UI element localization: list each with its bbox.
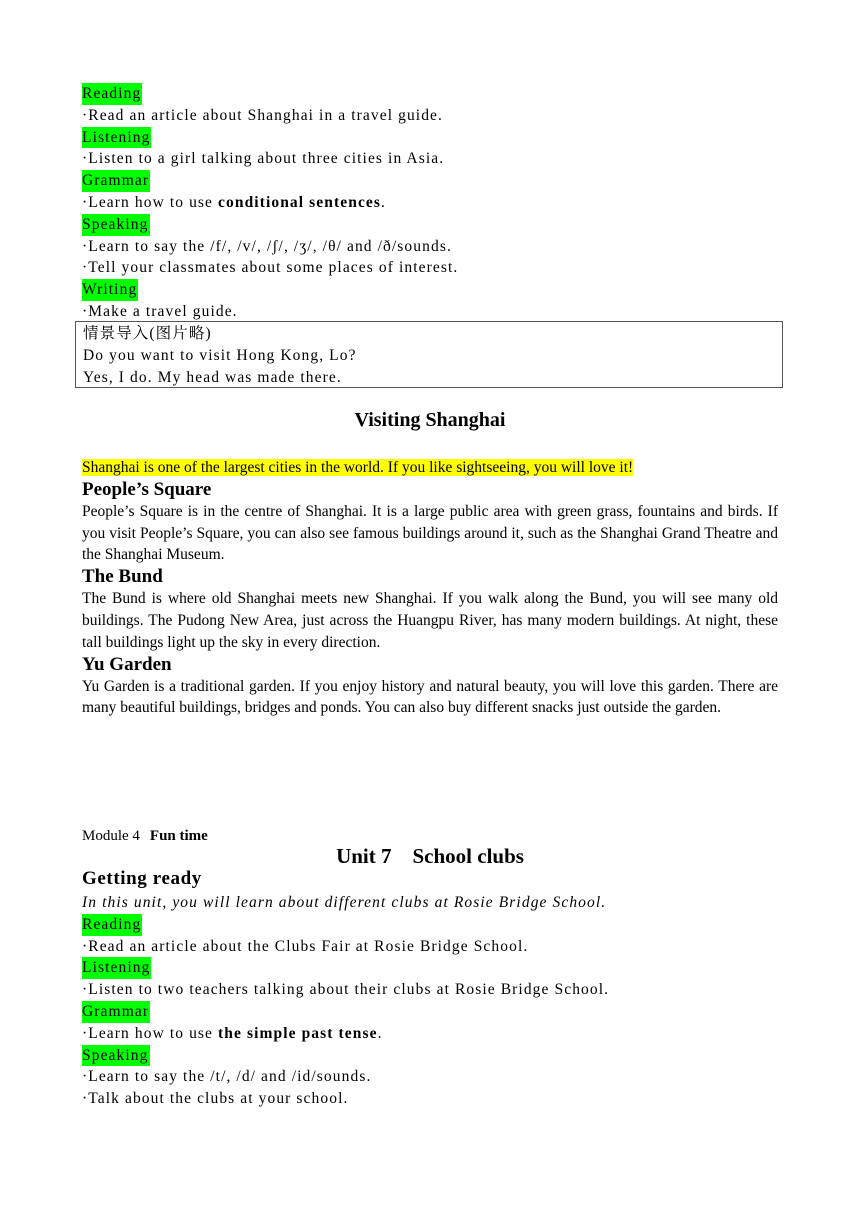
objective-listening: ·Listen to a girl talking about three cities in Asia.	[82, 150, 445, 168]
objectives-list-2	[82, 892, 609, 1110]
label-writing: Writing	[82, 279, 138, 301]
heading-the-bund: The Bund	[82, 566, 163, 588]
para-yu-garden: Yu Garden is a traditional garden. If you enjoy history and natural beauty, you will love this garden. There are many beautiful buildings, bridges and ponds. You can also buy different snacks just outside the garden.	[82, 677, 778, 717]
para-peoples-square: People’s Square is in the centre of Shanghai. It is a large public area with green grass, fountains and birds. If you visit People’s Square, you can also see famous buildings around it, such as the Shanghai Grand Theatre and the Shanghai Museum.	[82, 502, 778, 564]
module-name: Fun time	[149, 828, 208, 844]
label-speaking-2: Speaking	[82, 1045, 150, 1067]
label-grammar-2: Grammar	[82, 1001, 150, 1023]
unit-intro: In this unit, you will learn about different clubs at Rosie Bridge School.	[82, 894, 607, 911]
objectives-list-1	[82, 83, 458, 323]
module-label: Module 4	[82, 828, 140, 844]
label-reading-2: Reading	[82, 914, 142, 936]
label-reading: Reading	[82, 83, 142, 105]
heading-yu-garden: Yu Garden	[82, 653, 172, 675]
label-speaking: Speaking	[82, 214, 150, 236]
para-the-bund: The Bund is where old Shanghai meets new Shanghai. If you walk along the Bund, you will see many old buildings. The Pudong New Area, just across the Huangpu River, has many modern buildings. At night, these tall buildings light up the sky in every direction.	[82, 590, 778, 651]
article-lead: Shanghai is one of the largest cities in the world. If you like sightseeing, you will love it!	[82, 459, 634, 476]
getting-ready-heading: Getting ready	[82, 868, 202, 889]
label-listening-2: Listening	[82, 957, 151, 979]
objective-grammar: ·Learn how to use conditional sentences.	[82, 193, 387, 211]
intro-line-2: Do you want to visit Hong Kong, Lo?	[83, 346, 357, 364]
objective-speaking-2b: ·Talk about the clubs at your school.	[82, 1090, 349, 1108]
objective-listening-2: ·Listen to two teachers talking about their clubs at Rosie Bridge School.	[82, 981, 610, 999]
objective-speaking-1: ·Learn to say the /f/, /v/, /ʃ/, /ʒ/, /θ/ and /ð/sounds.	[82, 237, 452, 255]
heading-peoples-square: People’s Square	[82, 478, 212, 500]
article-title: Visiting Shanghai	[354, 409, 506, 431]
intro-box	[75, 321, 783, 388]
label-grammar: Grammar	[82, 170, 150, 192]
unit-title: Unit 7 School clubs	[336, 844, 524, 868]
article-body	[82, 457, 778, 719]
module-line	[82, 828, 208, 845]
objective-speaking-2: ·Tell your classmates about some places of interest.	[82, 259, 459, 277]
objective-grammar-2: ·Learn how to use the simple past tense.	[82, 1024, 383, 1042]
label-listening: Listening	[82, 127, 151, 149]
intro-line-3: Yes, I do. My head was made there.	[83, 368, 342, 386]
objective-reading: ·Read an article about Shanghai in a travel guide.	[82, 106, 444, 124]
objective-speaking-2a: ·Learn to say the /t/, /d/ and /id/sounds.	[82, 1068, 372, 1086]
objective-writing: ·Make a travel guide.	[82, 302, 238, 320]
objective-reading-2: ·Read an article about the Clubs Fair at Rosie Bridge School.	[82, 937, 529, 955]
intro-line-1: 情景导入(图片略)	[83, 325, 212, 342]
